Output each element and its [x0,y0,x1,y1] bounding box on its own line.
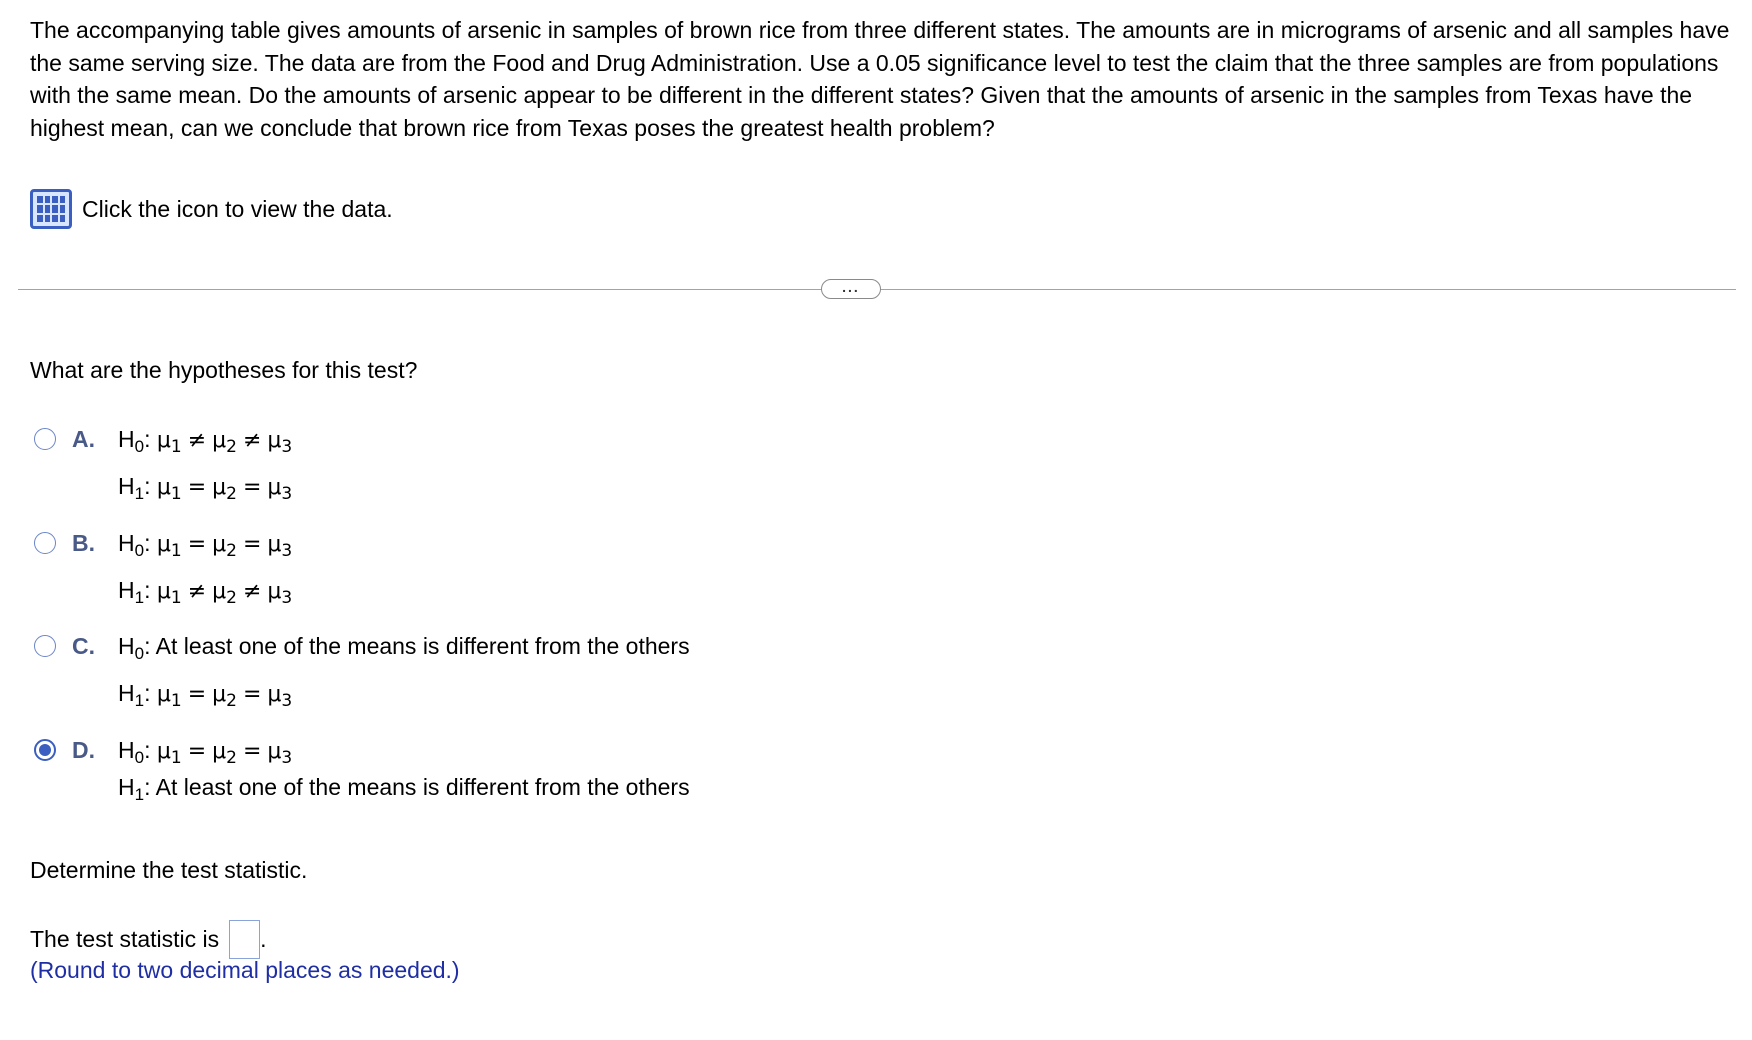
hypotheses-prompt: What are the hypotheses for this test? [30,357,418,383]
option-d-radio[interactable] [34,739,56,761]
expand-button[interactable]: ... [821,279,881,299]
test-statistic-input[interactable] [229,920,260,959]
option-a-h0: $H_0$: $\mu_1 \ne \mu_2 \ne \mu_3$ [118,426,293,457]
answer-label: The test statistic is [30,926,220,952]
answer-suffix: . [260,926,267,952]
rounding-hint: (Round to two decimal places as needed.) [30,957,460,983]
answer-line [30,920,267,959]
option-d-h1: $H_1$: At least one of the means is different from the others [118,774,690,804]
option-b-h1: $H_1$: $\mu_1 \ne \mu_2 \ne \mu_3$ [118,577,293,608]
option-b-radio[interactable] [34,532,56,554]
option-c-radio[interactable] [34,635,56,657]
test-statistic-prompt: Determine the test statistic. [30,857,308,883]
option-b-h0: $H_0$: $\mu_1 = \mu_2 = \mu_3$ [118,530,293,561]
view-data-link[interactable] [30,187,393,231]
table-icon[interactable] [30,189,72,229]
question-text: The accompanying table gives amounts of arsenic in samples of brown rice from three different states. The amounts are in micrograms of arsenic and all samples have the same serving size. The data are from the Food and Drug Administration. Use a 0.05 significance level to test the claim that the three samples are from populations with the same mean. Do the amounts of arsenic appear to be different in the different states? Given that the amounts of arsenic in the samples from Texas have the highest mean, can we conclude that brown rice from Texas poses the greatest health problem? [30,17,1730,141]
view-data-label: Click the icon to view the data. [82,195,393,222]
option-d-h0: $H_0$: $\mu_1 = \mu_2 = \mu_3$ [118,737,293,768]
option-d-letter: D. [72,737,95,763]
option-a-h1: $H_1$: $\mu_1 = \mu_2 = \mu_3$ [118,473,293,504]
option-c-h1: $H_1$: $\mu_1 = \mu_2 = \mu_3$ [118,680,293,711]
option-b-letter: B. [72,530,95,556]
option-a-radio[interactable] [34,428,56,450]
option-a-letter: A. [72,426,95,452]
option-c-h0: $H_0$: At least one of the means is different from the others [118,633,690,663]
option-c-letter: C. [72,633,95,659]
